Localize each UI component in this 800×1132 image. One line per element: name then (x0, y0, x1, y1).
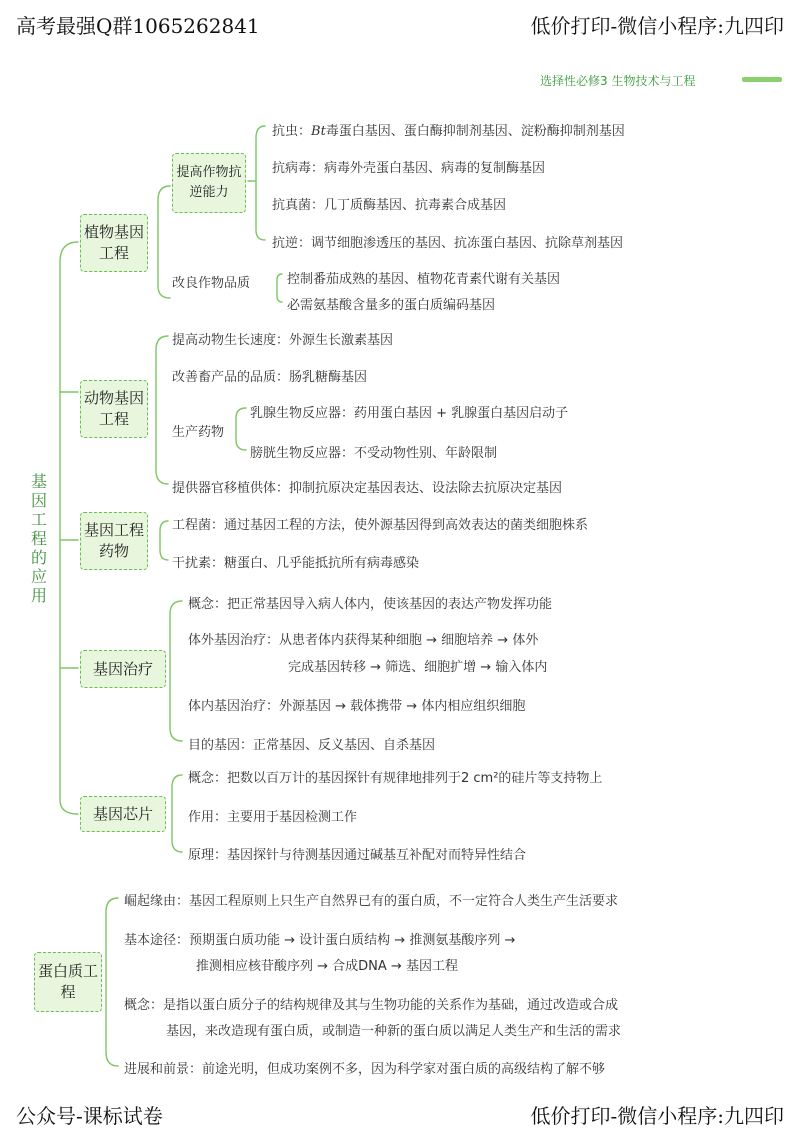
protein-label: 蛋白质工程 (37, 962, 98, 1001)
plant-line-quality1: 控制番茄成熟的基因、植物花青素代谢有关基因 (287, 272, 561, 287)
section-title: 选择性必修3 生物技术与工程 (540, 74, 696, 88)
improve-quality-label: 改良作物品质 (172, 276, 251, 291)
protein-line-pathway2: 推测相应核苷酸序列 → 合成DNA → 基因工程 (196, 959, 458, 974)
protein-line-concept2: 基因，来改造现有蛋白质，或制造一种新的蛋白质以满足人类生产和生活的需求 (166, 1024, 622, 1039)
animal-line-growth: 提高动物生长速度：外源生长激素基因 (172, 333, 394, 348)
protein-line-concept1: 概念：是指以蛋白质分子的结构规律及其与生物功能的关系作为基础，通过改造或合成 (124, 998, 619, 1013)
therapy-label: 基因治疗 (92, 659, 153, 678)
plant-genetic-engineering-node (80, 214, 148, 272)
therapy-line-invivo: 体内基因治疗：外源基因 → 载体携带 → 体内相应组织细胞 (188, 699, 526, 714)
footer-right-text: 低价打印-微信小程序:九四印 (530, 1104, 784, 1128)
animal-label: 动物基因工程 (83, 389, 144, 428)
plant-line-fungus: 抗真菌：几丁质酶基因、抗毒素合成基因 (272, 198, 507, 213)
animal-line-organ: 提供器官移植供体：抑制抗原决定基因表达、设法除去抗原决定基因 (172, 481, 563, 496)
animal-line-quality: 改善畜产品的品质：肠乳糖酶基因 (172, 370, 368, 385)
protein-line-origin: 崛起缘由：基因工程原则上只生产自然界已有的蛋白质，不一定符合人类生产生活要求 (124, 894, 619, 909)
therapy-line-concept: 概念：把正常基因导入病人体内，使该基因的表达产物发挥功能 (188, 597, 553, 612)
chip-line-principle: 原理：基因探针与待测基因通过碱基互补配对而特异性结合 (188, 848, 527, 863)
protein-line-pathway1: 基本途径：预期蛋白质功能 → 设计蛋白质结构 → 推测氨基酸序列 → (124, 933, 516, 948)
gene-therapy-node (80, 650, 166, 688)
improve-resistance-node (172, 153, 246, 213)
chip-line-function: 作用：主要用于基因检测工作 (188, 810, 358, 825)
plant-line-virus: 抗病毒：病毒外壳蛋白基因、病毒的复制酶基因 (272, 161, 546, 176)
improve-resistance-label: 提高作物抗逆能力 (176, 165, 242, 200)
plant-line-quality2: 必需氨基酸含量多的蛋白质编码基因 (287, 298, 496, 313)
therapy-line-exvivo2: 完成基因转移 → 筛选、细胞扩增 → 输入体内 (288, 660, 548, 675)
animal-genetic-engineering-node (80, 380, 148, 438)
therapy-line-target: 目的基因：正常基因、反义基因、自杀基因 (188, 738, 436, 753)
gene-chip-node (80, 796, 166, 832)
header-left-text: 高考最强Q群1065262841 (16, 14, 260, 38)
drug-line-bacteria: 工程菌：通过基因工程的方法，使外源基因得到高效表达的菌类细胞株系 (172, 518, 589, 533)
main-title: 基因工程的应用 (30, 472, 47, 605)
protein-line-prospect: 进展和前景：前途光明，但成功案例不多，因为科学家对蛋白质的高级结构了解不够 (124, 1062, 606, 1077)
therapy-line-exvivo1: 体外基因治疗：从患者体内获得某种细胞 → 细胞培养 → 体外 (188, 633, 539, 648)
produce-drugs-label: 生产药物 (172, 425, 225, 440)
genetic-drug-node (80, 512, 148, 570)
animal-line-mammary: 乳腺生物反应器：药用蛋白基因 + 乳腺蛋白基因启动子 (250, 406, 569, 421)
chip-line-concept: 概念：把数以百万计的基因探针有规律地排列于2 cm²的硅片等支持物上 (188, 771, 603, 786)
header-right-text: 低价打印-微信小程序:九四印 (530, 14, 784, 38)
protein-engineering-node (34, 952, 102, 1012)
plant-line-stress: 抗逆：调节细胞渗透压的基因、抗冻蛋白基因、抗除草剂基因 (272, 236, 624, 251)
plant-line-insect: 抗虫：Bt毒蛋白基因、蛋白酶抑制剂基因、淀粉酶抑制剂基因 (272, 124, 625, 139)
footer-left-text: 公众号-课标试卷 (16, 1104, 163, 1128)
chip-label: 基因芯片 (92, 804, 153, 823)
animal-line-bladder: 膀胱生物反应器：不受动物性别、年龄限制 (250, 446, 498, 461)
drug-label: 基因工程药物 (83, 521, 144, 560)
plant-label: 植物基因工程 (83, 223, 144, 262)
drug-line-interferon: 干扰素：糖蛋白、几乎能抵抗所有病毒感染 (172, 556, 420, 571)
